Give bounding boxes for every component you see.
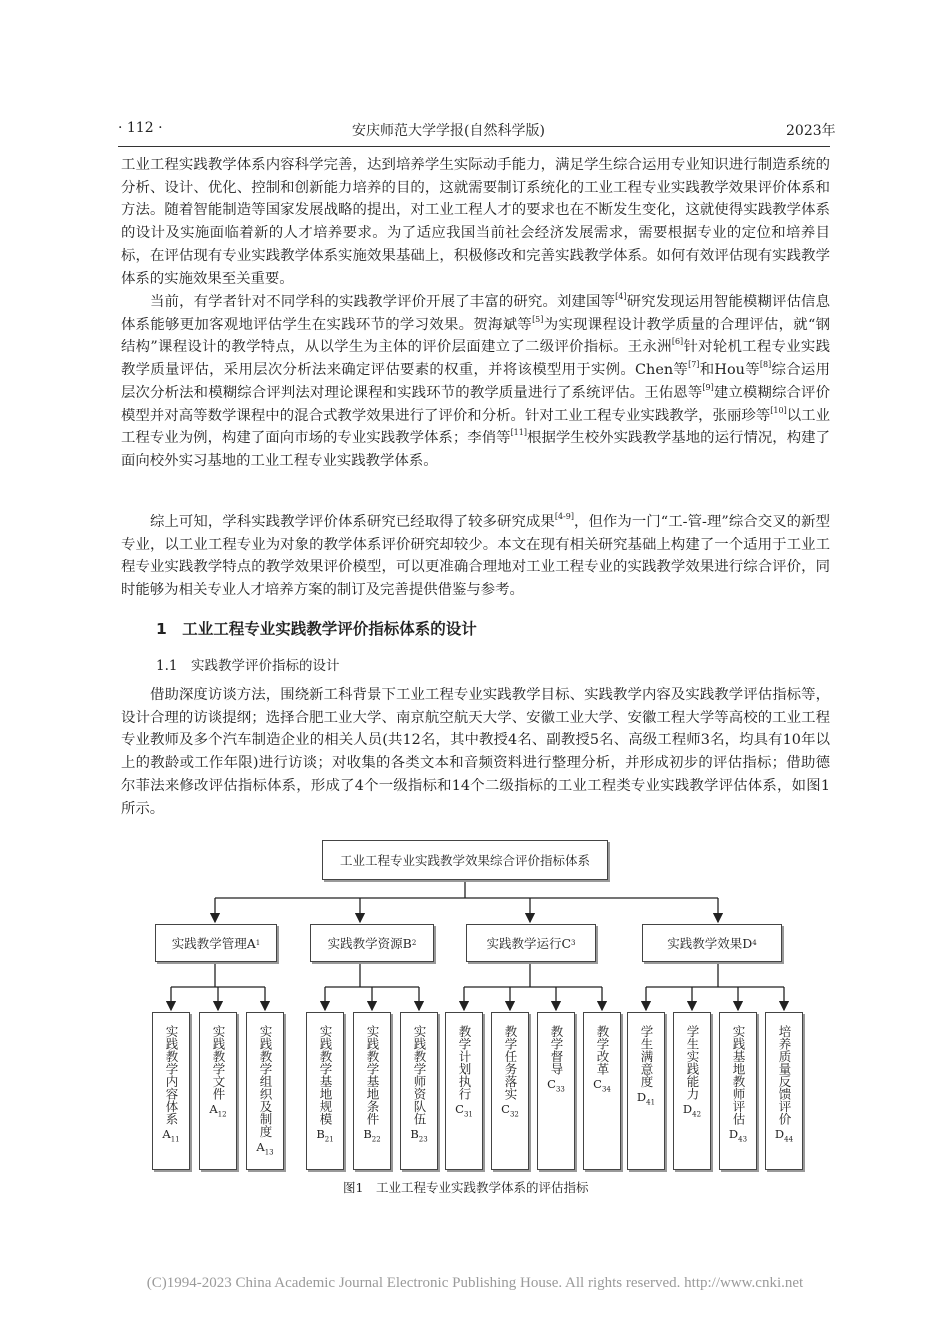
- citation-mark: [5]: [532, 314, 544, 324]
- text-run: 当前，有学者针对不同学科的实践教学评价开展了丰富的研究。刘建国等: [150, 294, 616, 310]
- indicator-label: 实践教学师资队伍: [412, 1025, 427, 1125]
- indicator-label: 实践教学组织及制度: [258, 1025, 273, 1138]
- citation-mark: [4-9]: [554, 512, 574, 521]
- publication-year: 2023年: [786, 123, 836, 139]
- group-subscript: 4: [752, 939, 757, 947]
- indicator-code: $B_{22}$: [363, 1127, 381, 1144]
- group-subscript: 1: [255, 939, 261, 947]
- indicator-code: $D_{43}$: [728, 1127, 748, 1144]
- indicator-d43: [719, 1012, 757, 1170]
- section-heading: 1 工业工程专业实践教学评价指标体系的设计: [156, 620, 477, 638]
- indicator-code: $C_{33}$: [547, 1077, 565, 1094]
- group-label: 实践教学资源B: [327, 936, 412, 951]
- figure-root-box: [322, 840, 608, 880]
- indicator-label: 培养质量反馈评价: [777, 1025, 792, 1125]
- paragraph-method: 借助深度访谈方法，围绕新工科背景下工业工程专业实践教学目标、实践教学内容及实践教学评估指标等，设计合理的访谈提纲；选择合肥工业大学、南京航空航天大学、安徽工业大学、安徽工程大学等高校的工业工程专业教师及多个汽车制造企业的相关人员(共12名，其中教授4名、副教授5名、高级工程师3名，均具有10年以上的教龄或工作年限)进行访谈；对收集的各类文本和音频资料进行整理分析，并形成初步的评估指标；借助德尔菲法来修改评估指标体系，形成了4个一级指标和14个二级指标的工业工程类专业实践教学评估体系，如图1所示。: [121, 687, 830, 817]
- group-label: 实践教学效果D: [667, 936, 753, 951]
- indicator-code: $B_{21}$: [316, 1127, 334, 1144]
- text-run: 研究发现运用智能模糊评估信息体系能够更加客观地评估学生在实践环节的学习效果。贺海斌等: [121, 294, 830, 333]
- indicator-label: 教学督导: [549, 1025, 564, 1075]
- indicator-label: 学生满意度: [639, 1025, 654, 1088]
- group-subscript: 3: [571, 939, 576, 947]
- group-label: 实践教学管理A: [171, 936, 256, 951]
- indicator-label: 学生实践能力: [685, 1025, 700, 1100]
- citation-mark: [8]: [759, 360, 772, 370]
- group-box-b: [310, 924, 434, 962]
- indicator-code: $C_{32}$: [501, 1102, 519, 1119]
- indicator-label: 实践教学文件: [211, 1025, 226, 1100]
- subsection-heading: 1.1 实践教学评价指标的设计: [156, 658, 340, 674]
- text-run: 综上可知，学科实践教学评价体系研究已经取得了较多研究成果: [150, 514, 555, 530]
- indicator-code: $C_{34}$: [593, 1077, 611, 1094]
- indicator-code: $D_{41}$: [636, 1089, 656, 1106]
- indicator-d41: [627, 1012, 665, 1170]
- text-run: 根据学生校外实践教学基地的运行情况，构建了面向校外实习基地的工业工程专业实践教学体系。: [121, 430, 830, 469]
- text-run: 综合运用层次分析法和模糊综合评判法对理论课程和实践环节的教学质量进行了系统评估。王佑恩等: [121, 362, 830, 401]
- indicator-c34: [583, 1012, 621, 1170]
- indicator-code: $A_{13}$: [256, 1139, 274, 1156]
- indicator-code: $D_{44}$: [774, 1127, 794, 1144]
- citation-mark: [10]: [770, 405, 787, 415]
- group-label: 实践教学运行C: [486, 936, 572, 951]
- indicator-code: $B_{23}$: [410, 1127, 428, 1144]
- indicator-c33: [537, 1012, 575, 1170]
- text-run: ，但作为一门“工-管-理”综合交叉的新型专业，以工业工程专业为对象的教学体系评价研究却较少。本文在现有相关研究基础上构建了一个适用于工业工程专业实践教学特点的教学效果评价模型，可以更准确合理地对工业工程专业的实践教学效果进行综合评价，同时能够为相关专业人才培养方案的制订及完善提供借鉴与参考。: [121, 514, 830, 599]
- text-run: 针对轮机工程专业实践教学质量评估，采用层次分析法来确定评估要素的权重，并将该模型用于实例。Chen等: [121, 339, 830, 379]
- indicator-d42: [673, 1012, 711, 1170]
- indicator-b23: [400, 1012, 438, 1170]
- group-box-d: [642, 924, 782, 962]
- indicator-label: 实践基地教师评估: [731, 1025, 746, 1125]
- citation-mark: [6]: [671, 337, 684, 347]
- indicator-a12: [199, 1012, 237, 1170]
- figure-root-label: 工业工程专业实践教学效果综合评价指标体系: [339, 853, 590, 868]
- indicator-code: $A_{12}$: [209, 1102, 227, 1119]
- paragraph-intro: 工业工程实践教学体系内容科学完善，达到培养学生实际动手能力，满足学生综合运用专业知识进行制造系统的分析、设计、优化、控制和创新能力培养的目的，这就需要制订系统化的工业工程专业实践教学效果评价体系和方法。随着智能制造等国家发展战略的提出，对工业工程人才的要求也在不断发生变化，这就使得实践教学体系的设计及实施面临着新的人才培养要求。为了适应我国当前社会经济发展需求，需要根据专业的定位和培养目标，在评估现有专业实践教学体系实施效果基础上，积极修改和完善实践教学体系。如何有效评估现有实践教学体系的实施效果至关重要。: [121, 157, 830, 287]
- text-run: 为实现课程设计教学质量的合理评估，就“钢结构”课程设计的教学特点，从以学生为主体的评价层面建立了二级评价指标。王永洲: [121, 316, 830, 356]
- indicator-d44: [765, 1012, 803, 1170]
- indicator-label: 教学任务落实: [503, 1025, 518, 1100]
- indicator-label: 教学计划执行: [457, 1025, 472, 1100]
- citation-mark: [4]: [615, 292, 627, 301]
- indicator-code: $A_{11}$: [162, 1127, 180, 1144]
- text-run: 建立模糊综合评价模型并对高等数学课程中的混合式教学效果进行了评价和分析。针对工业工程专业实践教学，张丽珍等: [121, 384, 830, 424]
- indicator-label: 实践教学内容体系: [164, 1025, 179, 1125]
- citation-mark: [9]: [702, 382, 714, 392]
- indicator-c32: [491, 1012, 529, 1170]
- indicator-code: $C_{31}$: [455, 1102, 473, 1119]
- indicator-b21: [306, 1012, 344, 1170]
- journal-title: 安庆师范大学学报(自然科学版): [352, 123, 545, 139]
- group-box-a: [155, 924, 277, 962]
- indicator-code: $D_{42}$: [682, 1102, 702, 1119]
- indicator-label: 教学改革: [595, 1025, 610, 1075]
- group-box-c: [466, 924, 596, 962]
- indicator-label: 实践教学基地条件: [365, 1025, 380, 1125]
- indicator-b22: [353, 1012, 391, 1170]
- indicator-c31: [445, 1012, 483, 1170]
- page-number: · 112 ·: [118, 120, 163, 136]
- group-subscript: 2: [411, 939, 417, 947]
- figure-caption: 图1 工业工程专业实践教学体系的评估指标: [343, 1180, 589, 1195]
- citation-mark: [11]: [510, 428, 527, 438]
- indicator-label: 实践教学基地规模: [318, 1025, 333, 1125]
- text-run: 以工业工程专业为例，构建了面向市场的专业实践教学体系；李俏等: [121, 407, 830, 447]
- copyright-footer: (C)1994-2023 China Academic Journal Electronic Publishing House. All rights reserved. http://www.cnki.net: [146, 1275, 804, 1291]
- indicator-a13: [246, 1012, 284, 1170]
- indicator-a11: [152, 1012, 190, 1170]
- citation-mark: [7]: [688, 360, 700, 370]
- text-run: 和Hou等: [699, 362, 760, 379]
